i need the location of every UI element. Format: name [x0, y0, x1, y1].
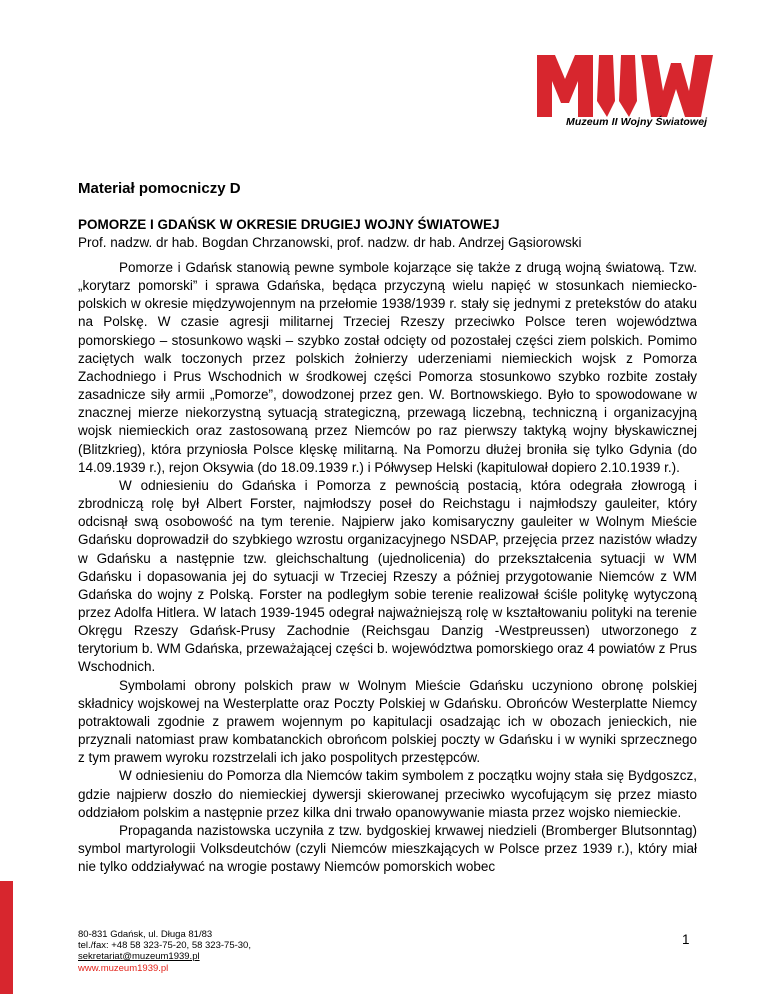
footer-contact — [78, 929, 251, 974]
footer-address: 80-831 Gdańsk, ul. Długa 81/83 — [78, 929, 213, 940]
paragraph: W odniesieniu do Gdańska i Pomorza z pewnością postacią, która odegrała złowrogą i zbrodniczą rolę był Albert Forster, najmłodszy poseł do Reichstagu i najmłodszy gauleiter, który odcisnął swą osobowość na tym terenie. Najpierw jako komisaryczny gauleiter w Wolnym Mieście Gdańsku doprowadził do szybkiego wzrostu organizacyjnego NSDAP, przejęcia przez nazistów władzy w Gdańsku a następnie tzw. gleichschaltung (ujednolicenia) do przekształcenia sytuacji w WM Gdańsku i dopasowania jej do sytuacji w Trzeciej Rzeszy a później przygotowanie Niemców z WM Gdańska do wojny z Polską. Forster na podległym sobie terenie realizował ściśle politykę wytyczoną przez Adolfa Hitlera. W latach 1939-1945 odegrał najważniejszą rolę w kształtowaniu polityki na terenie Okręgu Rzeszy Gdańsk-Prusy Zachodnie (Reichsgau Danzig -Westpreussen) utworzonego z terytorium b. WM Gdańska, przeważającej części b. województwa pomorskiego oraz 4 powiatów z Prus Wschodnich. — [78, 477, 697, 675]
paragraph: Pomorze i Gdańsk stanowią pewne symbole kojarzące się także z drugą wojną światową. Tzw. „korytarz pomorski” i sprawa Gdańska, będąca przyczyną wielu napięć w stosunkach niemiecko-polskich w okresie międzywojennym na przełomie 1938/1939 r. stały się jednymi z pretekstów do ataku na Polskę. W czasie agresji militarnej Trzeciej Rzeszy przeciwko Polsce teren województwa pomorskiego – stosunkowo wąski – szybko został odcięty od pozostałej części ziem polskich. Pomimo zaciętych walk toczonych przez polskich żołnierzy uderzeniami niemieckich wojsk z Pomorza Zachodniego i Prus Wschodnich w środkowej części Pomorza stosunkowo szybko rozbite zostały zasadnicze siły armii „Pomorze”, dowodzonej przez gen. W. Bortnowskiego. Było to spowodowane w znacznej mierze niekorzystną sytuacją strategiczną, przewagą liczebną, techniczną i organizacyjną wojsk niemieckich oraz zastosowaną przez Niemców po raz pierwszy taktyką wojny błyskawicznej (Blitzkrieg), która przyniosła Polsce klęskę militarną. Na Pomorzu dłużej broniła się tylko Gdynia (do 14.09.1939 r.), rejon Oksywia (do 18.09.1939 r.) i Półwysep Helski (kapitulował dopiero 2.10.1939 r.). — [78, 260, 697, 475]
paragraph: Propaganda nazistowska uczyniła z tzw. bydgoskiej krwawej niedzieli (Bromberger Blutsonntag) symbol martyrologii Volksdeutchów (czyli Niemców mieszkających w Polsce przez 1939 r.), który miał nie tylko oddziaływać na wrogie postawy Niemców pomorskich wobec — [78, 822, 697, 875]
page-number: 1 — [682, 932, 690, 947]
footer-website-link[interactable]: www.muzeum1939.pl — [78, 962, 169, 974]
footer-phone: tel./fax: +48 58 323-75-20, 58 323-75-30, — [78, 940, 251, 952]
logo-caption: Muzeum II Wojny Światowej — [566, 116, 708, 128]
document-authors: Prof. nadzw. dr hab. Bogdan Chrzanowski, prof. nadzw. dr hab. Andrzej Gąsiorowski — [78, 235, 582, 250]
document-title: POMORZE I GDAŃSK W OKRESIE DRUGIEJ WOJNY ŚWIATOWEJ — [78, 217, 500, 232]
paragraph: Symbolami obrony polskich praw w Wolnym Mieście Gdańsku uczyniono obronę polskiej składnicy wojskowej na Westerplatte oraz Poczty Polskiej w Gdańsku. Obrońców Westerplatte Niemcy potraktowali zgodnie z prawem wojennym po kapitulacji osadzając ich w obozach jenieckich, nie przyznali natomiast praw kombatanckich obrońcom polskiej poczty w Gdańsku i w wyniki sprzecznego z tym prawem wyroku rozstrzelali ich jako pospolitych przestępców. — [78, 677, 697, 766]
document-label: Materiał pomocniczy D — [78, 180, 241, 197]
footer-email-link[interactable]: sekretariat@muzeum1939.pl — [78, 951, 200, 963]
document-body — [78, 259, 697, 876]
red-side-bar — [0, 881, 13, 994]
museum-logo-monogram-icon — [537, 55, 715, 117]
paragraph: W odniesieniu do Pomorza dla Niemców takim symbolem z początku wojny stała się Bydgoszcz, gdzie najpierw doszło do niemieckiej dywersji skierowanej przeciwko wycofującym się przez miasto oddziałom polskim a następnie przez kilka dni trwało opanowywanie miasta przez wojsko niemieckie. — [78, 768, 697, 820]
